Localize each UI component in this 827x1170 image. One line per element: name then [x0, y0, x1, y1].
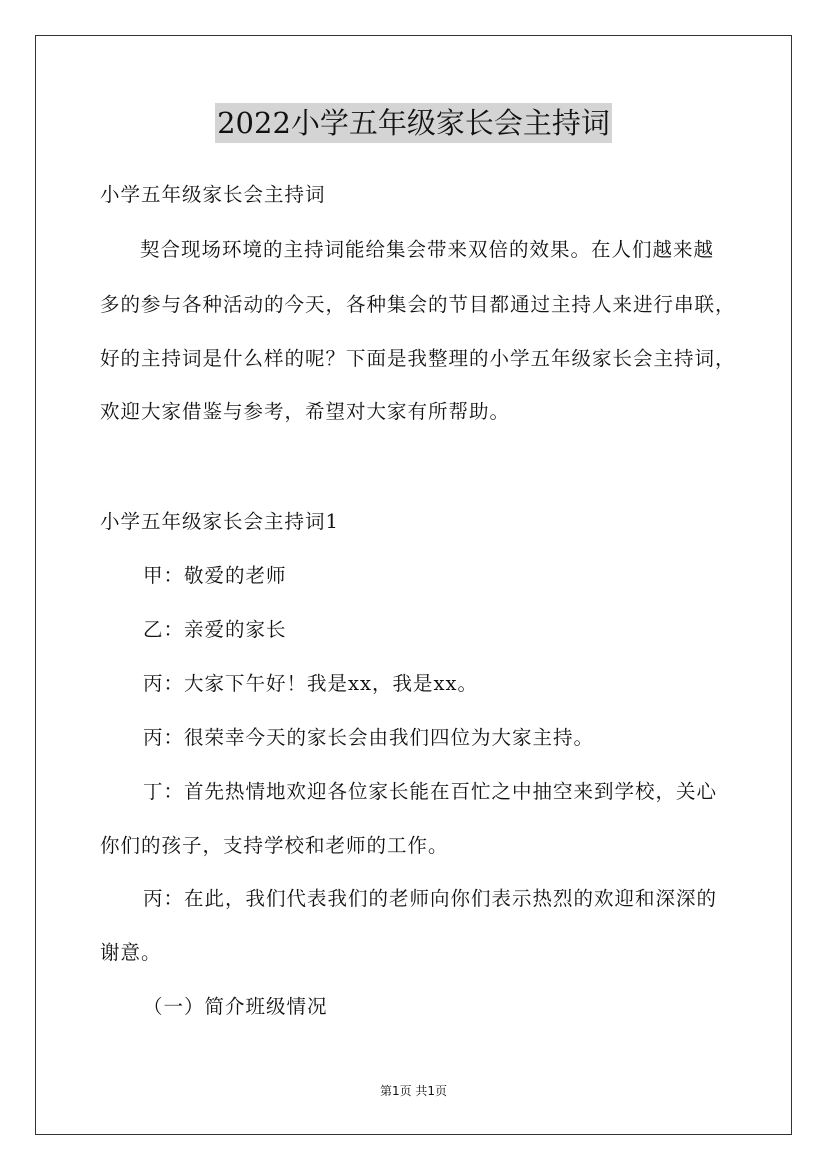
dialogue-line-5: 丁：首先热情地欢迎各位家长能在百忙之中抽空来到学校，关心 — [143, 780, 718, 803]
intro-line-4: 欢迎大家借鉴与参考，希望对大家有所帮助。 — [100, 400, 511, 423]
subtitle-line: 小学五年级家长会主持词 — [100, 183, 326, 206]
page-footer: 第1页 共1页 — [379, 1084, 448, 1098]
intro-line-3: 好的主持词是什么样的呢？下面是我整理的小学五年级家长会主持词， — [100, 347, 736, 370]
dialogue-line-2: 乙：亲爱的家长 — [143, 618, 287, 641]
dialogue-line-6: 你们的孩子，支持学校和老师的工作。 — [100, 834, 449, 857]
intro-line-2: 多的参与各种活动的今天，各种集会的节目都通过主持人来进行串联， — [100, 293, 736, 316]
document-title: 2022小学五年级家长会主持词 — [215, 103, 612, 143]
subsection-heading: （一）简介班级情况 — [143, 995, 328, 1018]
title-container — [0, 103, 827, 143]
section-heading: 小学五年级家长会主持词1 — [100, 510, 339, 533]
dialogue-line-8: 谢意。 — [100, 941, 162, 964]
intro-line-1: 契合现场环境的主持词能给集会带来双倍的效果。在人们越来越 — [140, 238, 715, 261]
dialogue-line-1: 甲：敬爱的老师 — [143, 564, 287, 587]
dialogue-line-4: 丙：很荣幸今天的家长会由我们四位为大家主持。 — [143, 726, 595, 749]
dialogue-line-3: 丙：大家下午好！我是xx，我是xx。 — [143, 672, 478, 695]
dialogue-line-7: 丙：在此，我们代表我们的老师向你们表示热烈的欢迎和深深的 — [143, 887, 718, 910]
